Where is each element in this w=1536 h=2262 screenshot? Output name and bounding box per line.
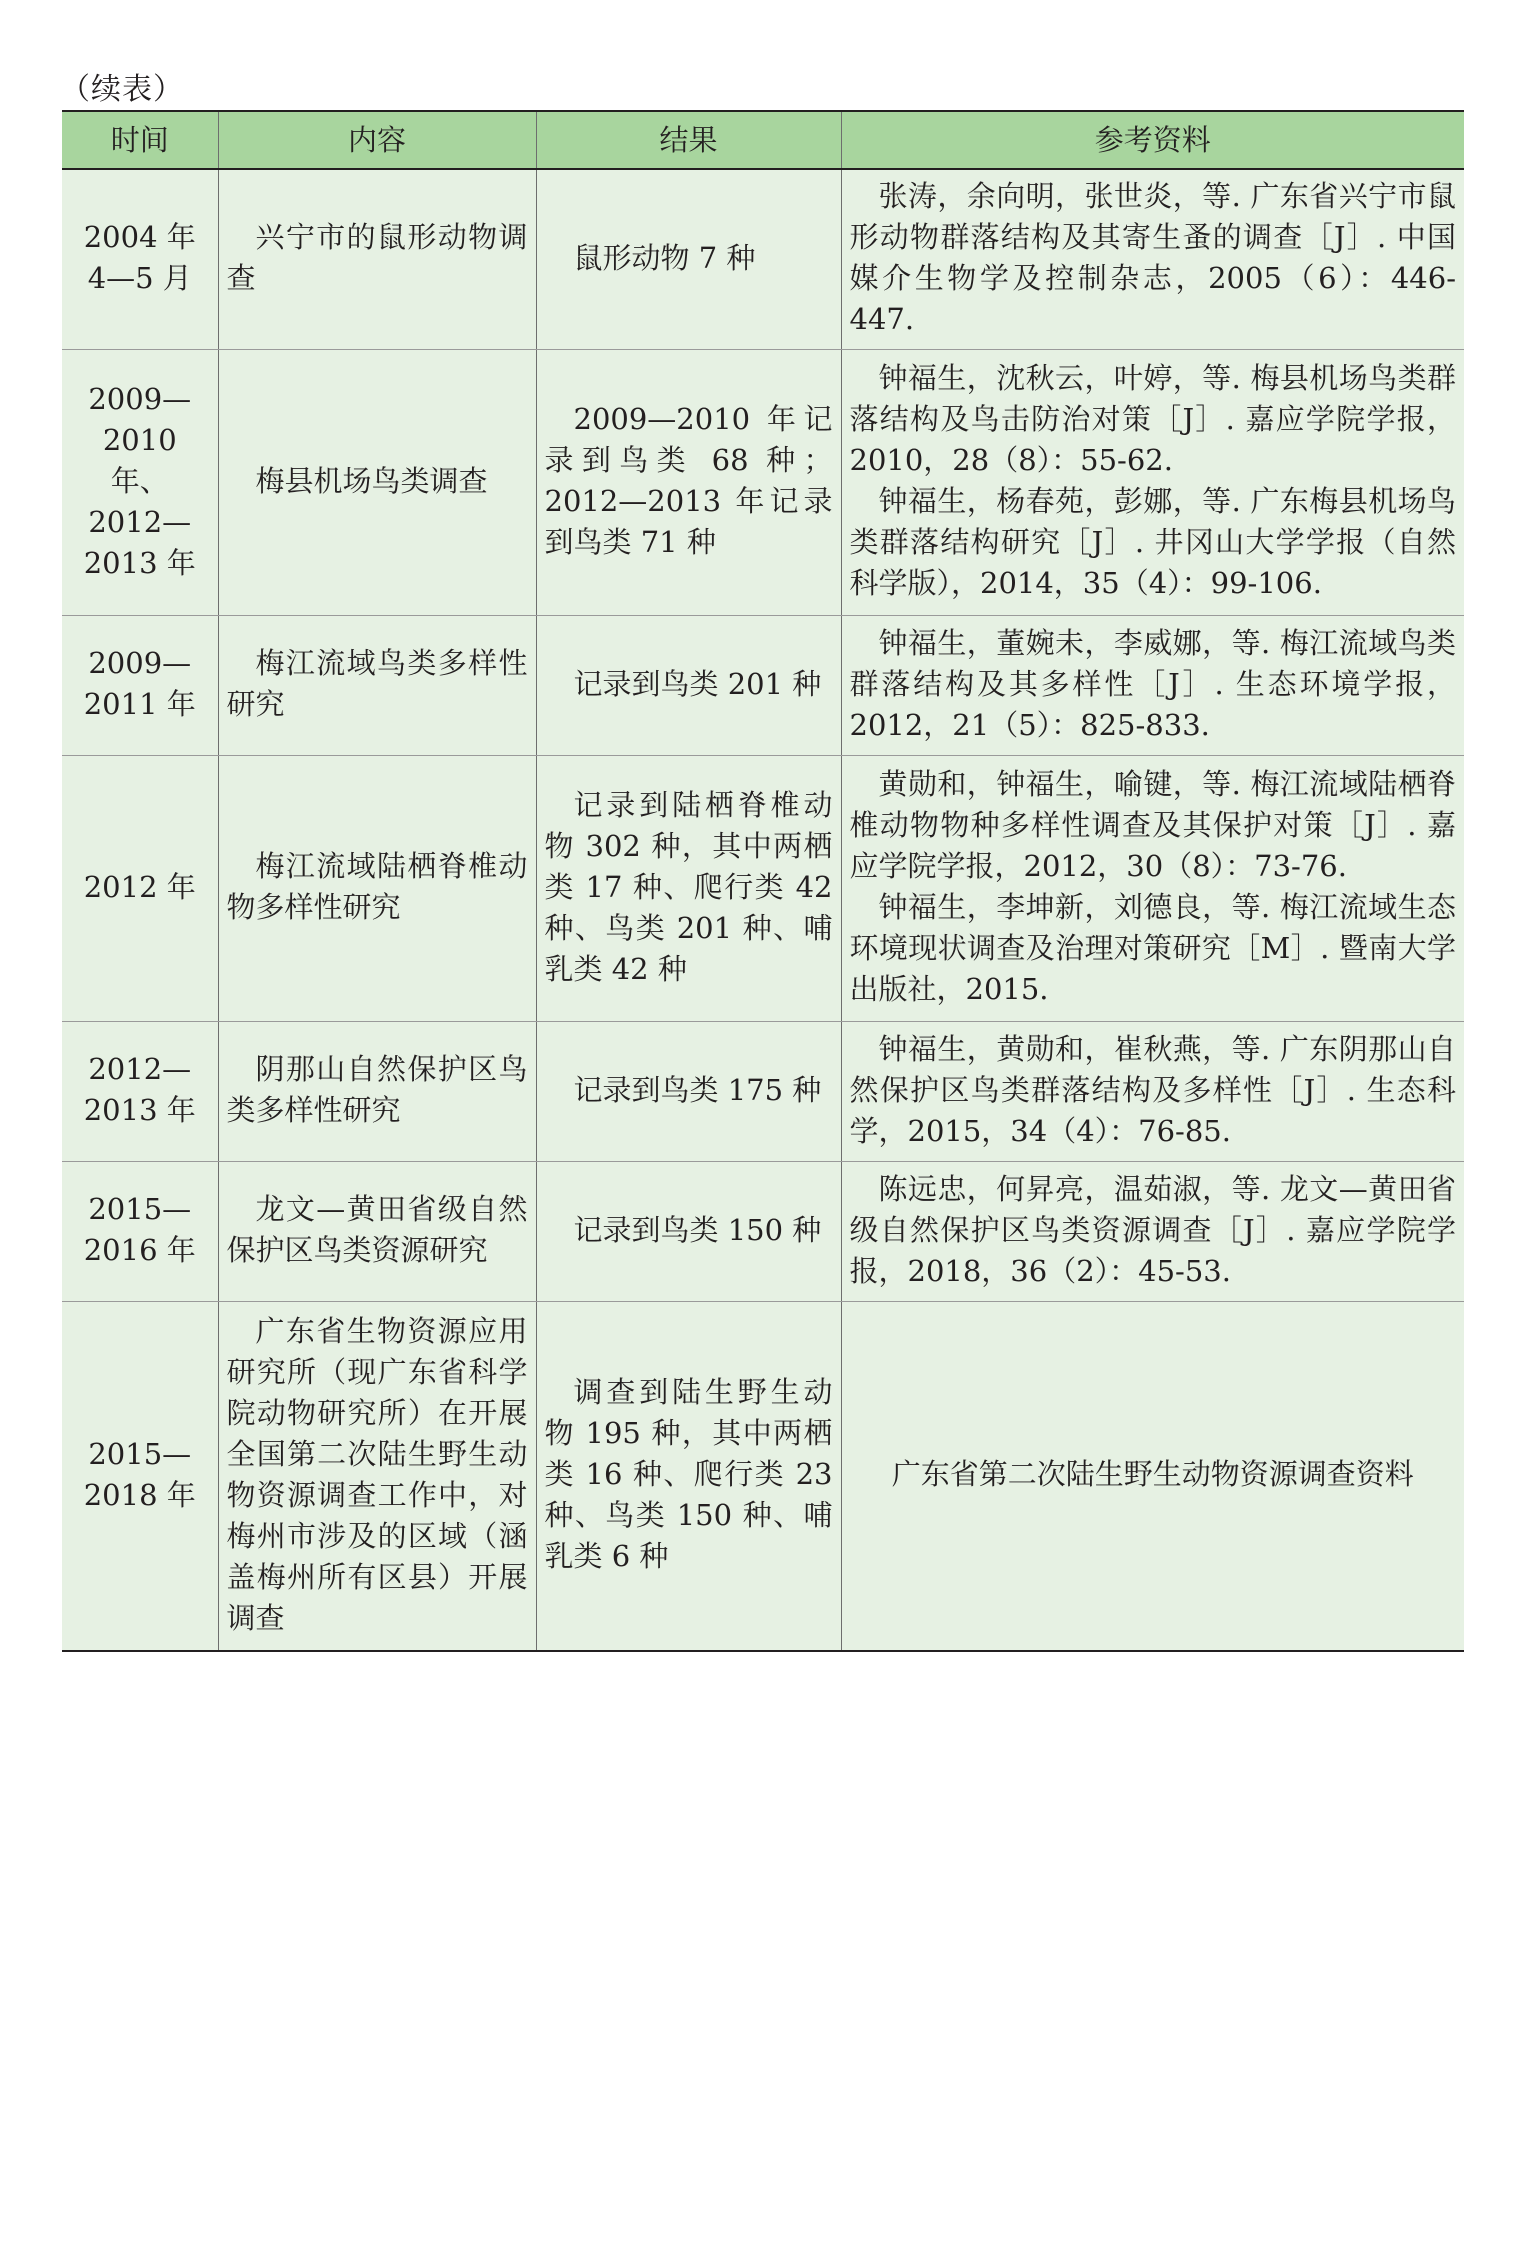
references-cell [841, 1021, 1464, 1161]
time-cell [62, 755, 218, 1021]
time-line: 2012— [88, 1052, 192, 1086]
time-line: 2009— [88, 646, 192, 680]
time-line: 2015— [88, 1436, 192, 1471]
header-time: 时间 [62, 111, 218, 169]
time-line: 2011 年 [83, 687, 196, 721]
survey-table [62, 110, 1464, 1652]
time-line: 2013 年 [83, 1093, 196, 1127]
time-line: 2015— [88, 1192, 192, 1226]
result-cell: 记录到鸟类 150 种 [536, 1161, 841, 1301]
references-cell [841, 1161, 1464, 1301]
time-cell [62, 349, 218, 615]
continued-table-label: （续表） [60, 72, 184, 107]
time-cell [62, 1021, 218, 1161]
result-cell: 鼠形动物 7 种 [536, 169, 841, 349]
reference-entry: 钟福生，李坤新，刘德良，等. 梅江流域生态环境现状调查及治理对策研究［M］. 暨南大学出版社，2015. [849, 890, 1456, 1006]
time-cell [62, 1301, 218, 1651]
time-line: 2012 年 [83, 869, 196, 904]
reference-entry: 陈远忠，何昇亮，温茹淑，等. 龙文—黄田省级自然保护区鸟类资源调查［J］. 嘉应学院学报，2018，36（2）：45-53. [849, 1171, 1456, 1288]
reference-entry: 黄勋和，钟福生，喻键，等. 梅江流域陆栖脊椎动物物种多样性调查及其保护对策［J］. 嘉应学院学报，2012，30（8）：73-76. [849, 767, 1456, 883]
time-line: 2009— [88, 381, 192, 416]
time-line: 2010 年、 [102, 422, 177, 498]
table-row [62, 1021, 1464, 1161]
header-result: 结果 [536, 111, 841, 169]
references-cell [841, 169, 1464, 349]
result-cell: 调查到陆生野生动物 195 种，其中两栖类 16 种、爬行类 23 种、鸟类 150 种、哺乳类 6 种 [536, 1301, 841, 1651]
result-cell: 记录到陆栖脊椎动物 302 种，其中两栖类 17 种、爬行类 42 种、鸟类 201 种、哺乳类 42 种 [536, 755, 841, 1021]
result-cell: 2009—2010 年记录到鸟类 68 种；2012—2013 年记录到鸟类 71 种 [536, 349, 841, 615]
time-line: 2004 年 [83, 220, 196, 255]
content-cell: 梅县机场鸟类调查 [218, 349, 536, 615]
table-row [62, 1161, 1464, 1301]
table-header-row [62, 111, 1464, 169]
references-cell [841, 615, 1464, 755]
content-cell: 梅江流域陆栖脊椎动物多样性研究 [218, 755, 536, 1021]
reference-entry: 钟福生，杨春苑，彭娜，等. 广东梅县机场鸟类群落结构研究［J］. 井冈山大学学报（自然科学版），2014，35（4）：99-106. [849, 484, 1456, 600]
table-row [62, 755, 1464, 1021]
time-line: 2013 年 [83, 545, 196, 580]
time-cell [62, 169, 218, 349]
result-cell: 记录到鸟类 175 种 [536, 1021, 841, 1161]
header-references: 参考资料 [841, 111, 1464, 169]
references-cell [841, 755, 1464, 1021]
reference-entry: 广东省第二次陆生野生动物资源调查资料 [891, 1457, 1414, 1492]
result-cell: 记录到鸟类 201 种 [536, 615, 841, 755]
content-cell: 龙文—黄田省级自然保护区鸟类资源研究 [218, 1161, 536, 1301]
time-cell [62, 615, 218, 755]
table-row [62, 349, 1464, 615]
time-cell [62, 1161, 218, 1301]
content-cell: 兴宁市的鼠形动物调查 [218, 169, 536, 349]
time-line: 4—5 月 [87, 261, 192, 296]
content-cell: 阴那山自然保护区鸟类多样性研究 [218, 1021, 536, 1161]
reference-entry: 张涛，余向明，张世炎，等. 广东省兴宁市鼠形动物群落结构及其寄生蚤的调查［J］. 中国媒介生物学及控制杂志，2005（6）：446-447. [849, 179, 1456, 337]
table-row [62, 169, 1464, 349]
header-content: 内容 [218, 111, 536, 169]
time-line: 2012— [88, 504, 192, 539]
references-cell [841, 349, 1464, 615]
reference-entry: 钟福生，黄勋和，崔秋燕，等. 广东阴那山自然保护区鸟类群落结构及多样性［J］. 生态科学，2015，34（4）：76-85. [849, 1031, 1456, 1148]
time-line: 2016 年 [83, 1233, 196, 1267]
table-row [62, 615, 1464, 755]
content-cell: 广东省生物资源应用研究所（现广东省科学院动物研究所）在开展全国第二次陆生野生动物资源调查工作中，对梅州市涉及的区域（涵盖梅州所有区县）开展调查 [218, 1301, 536, 1651]
reference-entry: 钟福生，董婉未，李威娜，等. 梅江流域鸟类群落结构及其多样性［J］. 生态环境学报，2012，21（5）：825-833. [849, 625, 1456, 742]
time-line: 2018 年 [83, 1477, 196, 1512]
reference-entry: 钟福生，沈秋云，叶婷，等. 梅县机场鸟类群落结构及鸟击防治对策［J］. 嘉应学院学报，2010，28（8）：55-62. [849, 361, 1456, 477]
content-cell: 梅江流域鸟类多样性研究 [218, 615, 536, 755]
references-cell [841, 1301, 1464, 1651]
table-row [62, 1301, 1464, 1651]
